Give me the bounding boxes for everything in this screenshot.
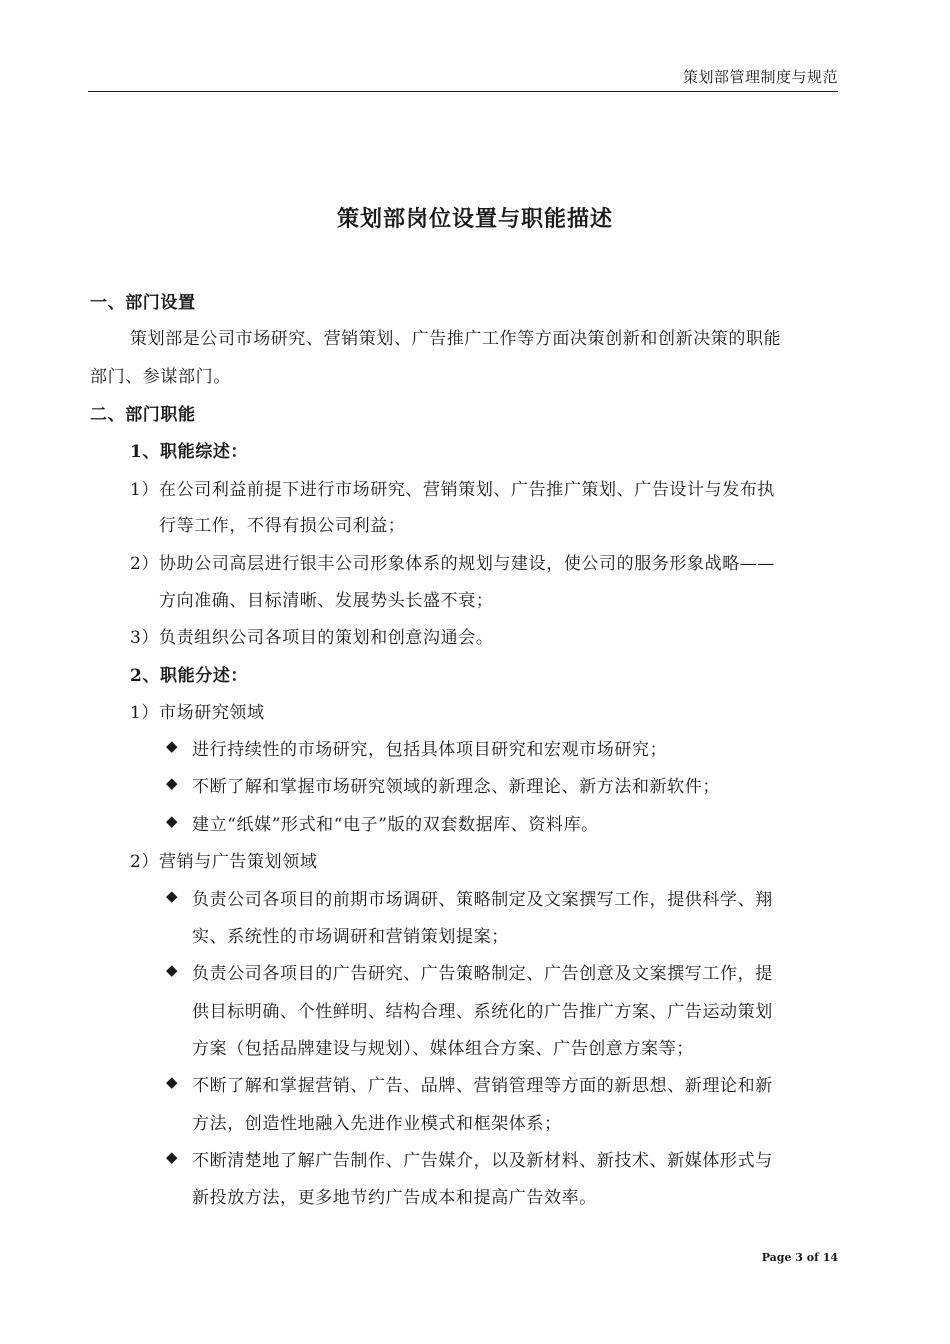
section1-paragraph-line2: 部门、参谋部门。 bbox=[90, 367, 231, 387]
document-title: 策划部岗位设置与职能描述 bbox=[336, 206, 613, 232]
header-title: 策划部管理制度与规范 bbox=[682, 68, 838, 86]
area2-bullet3-line2: 方法，创造性地融入先进作业模式和框架体系； bbox=[192, 1114, 562, 1134]
page-number: Page 3 of 14 bbox=[761, 1251, 838, 1264]
area2-bullet2-line1: 负责公司各项目的广告研究、广告策略制定、广告创意及文案撰写工作，提 bbox=[192, 964, 773, 984]
sub2-heading: 2、职能分述： bbox=[130, 666, 249, 686]
sub1-item1-line2: 行等工作，不得有损公司利益； bbox=[159, 516, 406, 536]
bullet-diamond-icon: ◆ bbox=[166, 1148, 178, 1166]
area1-bullet3: 建立“纸媒”形式和“电子”版的双套数据库、资料库。 bbox=[192, 815, 599, 835]
bullet-diamond-icon: ◆ bbox=[166, 774, 178, 792]
area2-title: 2）营销与广告策划领域 bbox=[130, 852, 318, 872]
bullet-diamond-icon: ◆ bbox=[166, 961, 178, 979]
section1-paragraph-line1: 策划部是公司市场研究、营销策划、广告推广工作等方面决策创新和创新决策的职能 bbox=[130, 329, 782, 349]
sub1-item2-line2: 方向准确、目标清晰、发展势头长盛不衰； bbox=[159, 591, 494, 611]
area1-title: 1）市场研究领域 bbox=[130, 703, 265, 723]
sub1-heading: 1、职能综述： bbox=[130, 442, 249, 462]
section1-heading: 一、部门设置 bbox=[90, 293, 196, 313]
area2-bullet1-line2: 实、系统性的市场调研和营销策划提案； bbox=[192, 927, 509, 947]
area2-bullet3-line1: 不断了解和掌握营销、广告、品牌、营销管理等方面的新思想、新理论和新 bbox=[192, 1076, 773, 1096]
sub1-item2-line1: 2）协助公司高层进行银丰公司形象体系的规划与建设，使公司的服务形象战略—— bbox=[130, 554, 776, 574]
sub1-item1-line1: 1）在公司利益前提下进行市场研究、营销策划、广告推广策划、广告设计与发布执 bbox=[130, 480, 776, 500]
area2-bullet1-line1: 负责公司各项目的前期市场调研、策略制定及文案撰写工作，提供科学、翔 bbox=[192, 890, 773, 910]
bullet-diamond-icon: ◆ bbox=[166, 812, 178, 830]
area1-bullet2: 不断了解和掌握市场研究领域的新理念、新理论、新方法和新软件； bbox=[192, 777, 720, 797]
bullet-diamond-icon: ◆ bbox=[166, 1073, 178, 1091]
area2-bullet2-line2: 供目标明确、个性鲜明、结构合理、系统化的广告推广方案、广告运动策划 bbox=[192, 1002, 773, 1022]
bullet-diamond-icon: ◆ bbox=[166, 887, 178, 905]
area2-bullet4-line2: 新投放方法，更多地节约广告成本和提高广告效率。 bbox=[192, 1188, 597, 1208]
area2-bullet4-line1: 不断清楚地了解广告制作、广告媒介，以及新材料、新技术、新媒体形式与 bbox=[192, 1151, 773, 1171]
bullet-diamond-icon: ◆ bbox=[166, 737, 178, 755]
area1-bullet1: 进行持续性的市场研究，包括具体项目研究和宏观市场研究； bbox=[192, 740, 668, 760]
header-rule bbox=[88, 91, 838, 92]
section2-heading: 二、部门职能 bbox=[90, 405, 196, 425]
area2-bullet2-line3: 方案（包括品牌建设与规划）、媒体组合方案、广告创意方案等； bbox=[192, 1039, 694, 1059]
sub1-item3-line1: 3）负责组织公司各项目的策划和创意沟通会。 bbox=[130, 628, 494, 648]
